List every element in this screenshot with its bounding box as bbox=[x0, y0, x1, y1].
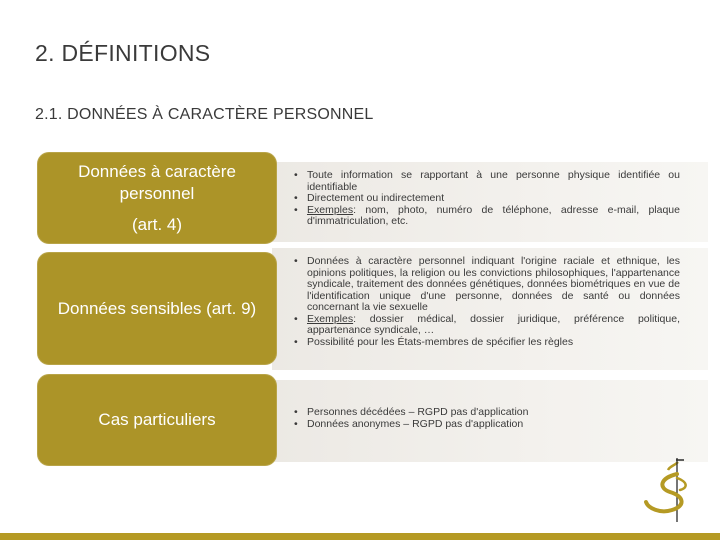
examples-label: Exemples bbox=[307, 203, 354, 216]
bullet-item: • Exemples: dossier médical, dossier juridique, préférence politique, appartenance syndicale, … bbox=[290, 314, 680, 337]
bullet-item: • Données à caractère personnel indiquant l'origine raciale et ethnique, les opinions politiques, la religion ou les convictions philosophiques, l'appartenance syndicale, traitement des données génétiques, données biométriques en vue de l'identification unique d'une personne, données de santé ou données concernant la vie sexuelle bbox=[290, 256, 680, 314]
bullet-item: • Exemples: nom, photo, numéro de téléphone, adresse e-mail, plaque d'immatriculation, etc. bbox=[290, 205, 680, 228]
bullets-special-cases bbox=[290, 407, 680, 430]
bullets-sensitive-data bbox=[290, 256, 680, 348]
page-subtitle: 2.1. DONNÉES À CARACTÈRE PERSONNEL bbox=[35, 106, 374, 123]
caduceus-logo-icon bbox=[640, 454, 690, 526]
bullet-item: • Personnes décédées – RGPD pas d'application bbox=[290, 407, 680, 419]
examples-label: Exemples bbox=[307, 312, 354, 325]
bullets-personal-data bbox=[290, 170, 680, 228]
label-sensitive-data-title: Données sensibles (art. 9) bbox=[57, 298, 257, 318]
label-sensitive-data bbox=[37, 252, 277, 365]
bullet-item: • Possibilité pour les États-membres de spécifier les règles bbox=[290, 337, 680, 349]
bullet-item: • Directement ou indirectement bbox=[290, 193, 680, 205]
label-personal-data bbox=[37, 152, 277, 244]
label-special-cases-title: Cas particuliers bbox=[98, 410, 216, 429]
bullet-item: • Données anonymes – RGPD pas d'application bbox=[290, 419, 680, 431]
label-personal-data-title: Données à caractère personnel bbox=[78, 161, 236, 203]
label-personal-data-article: (art. 4) bbox=[131, 214, 183, 234]
page-title: 2. DÉFINITIONS bbox=[35, 40, 211, 66]
label-special-cases bbox=[37, 374, 277, 466]
bottom-accent-bar bbox=[0, 533, 720, 540]
bullet-item: • Toute information se rapportant à une personne physique identifiée ou identifiable bbox=[290, 170, 680, 193]
